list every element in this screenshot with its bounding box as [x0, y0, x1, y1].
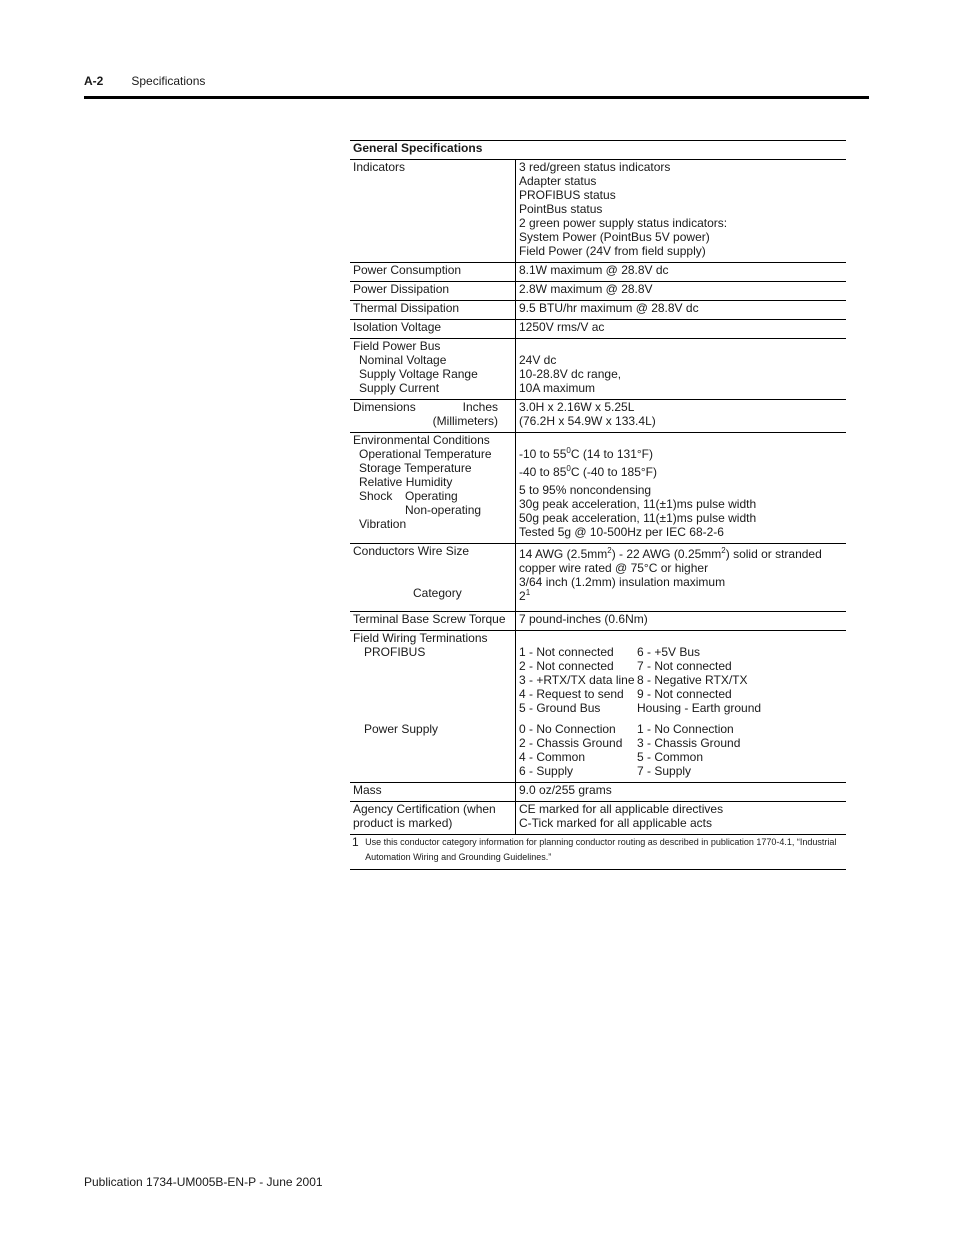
- row-indicators: [350, 160, 846, 263]
- row-thermal-dissipation: [350, 301, 846, 320]
- row-torque: [350, 612, 846, 631]
- env-shock-operating-value: 30g peak acceleration, 11(±1)ms pulse width: [519, 497, 757, 511]
- env-humidity-value: 5 to 95% noncondensing: [519, 483, 652, 497]
- dimensions-line: (76.2H x 54.9W x 133.4L): [519, 414, 656, 428]
- torque-label: Terminal Base Screw Torque: [350, 612, 516, 630]
- conductors-label: [350, 544, 516, 611]
- footnote-number: 1: [352, 835, 359, 849]
- conductors-category-value: $2^1$: [519, 588, 531, 603]
- profibus-pin-row: 4 - Request to send 9 - Not connected: [519, 687, 732, 701]
- environmental-value: [516, 433, 846, 543]
- dimensions-title: Dimensions: [353, 400, 416, 414]
- field-power-bus-sublabel: Supply Voltage Range: [359, 367, 478, 381]
- isolation-voltage-value: 1250V rms/V ac: [519, 320, 605, 334]
- power-pin-row: 4 - Common 5 - Common: [519, 750, 704, 764]
- thermal-dissipation-value: 9.5 BTU/hr maximum @ 28.8V dc: [519, 301, 699, 315]
- row-agency: [350, 802, 846, 835]
- field-power-bus-value: [516, 339, 846, 399]
- table-title: General Specifications: [350, 140, 846, 160]
- profibus-pin-row: 2 - Not connected 7 - Not connected: [519, 659, 732, 673]
- power-pin-row: 0 - No Connection 1 - No Connection: [519, 722, 734, 736]
- profibus-pin-row: 3 - +RTX/TX data line 8 - Negative RTX/TX: [519, 673, 748, 687]
- power-consumption-value: 8.1W maximum @ 28.8V dc: [519, 263, 669, 277]
- env-operational-value: -10 to $55^0C$ (14 to 131°F): [519, 446, 653, 461]
- field-power-bus-sublabel: Supply Current: [359, 381, 440, 395]
- row-dimensions: [350, 400, 846, 433]
- indicators-line: Adapter status: [519, 174, 597, 188]
- page-footer: Publication 1734-UM005B-EN-P - June 2001: [84, 1175, 323, 1189]
- dimensions-value: [516, 400, 846, 432]
- row-power-consumption: [350, 263, 846, 282]
- indicators-line: Field Power (24V from field supply): [519, 244, 706, 258]
- dimensions-line: 3.0H x 2.16W x 5.25L: [519, 400, 635, 414]
- row-field-power-bus: [350, 339, 846, 400]
- field-power-bus-line: 10A maximum: [519, 381, 596, 395]
- indicators-label: Indicators: [350, 160, 516, 262]
- power-supply-label: Power Supply: [364, 722, 439, 736]
- field-power-bus-line: 10-28.8V dc range,: [519, 367, 622, 381]
- row-conductors: [350, 544, 846, 612]
- power-dissipation-value: 2.8W maximum @ 28.8V: [519, 282, 653, 296]
- isolation-voltage-label: Isolation Voltage: [350, 320, 516, 338]
- thermal-dissipation-label: Thermal Dissipation: [350, 301, 516, 319]
- field-power-bus-title: Field Power Bus: [353, 339, 441, 353]
- environmental-label: [350, 433, 516, 543]
- env-vibration-label: Vibration: [359, 517, 407, 531]
- indicators-value: [516, 160, 846, 262]
- power-pin-row: 6 - Supply 7 - Supply: [519, 764, 692, 778]
- field-wiring-title: Field Wiring Terminations: [353, 631, 488, 645]
- env-storage-value: -40 to $85^0C$ (-40 to 185°F): [519, 464, 657, 479]
- agency-label: Agency Certification (when product is marked): [350, 802, 516, 834]
- env-shock-nonoperating-value: 50g peak acceleration, 11(±1)ms pulse width: [519, 511, 757, 525]
- env-shock-nonoperating-label: Non-operating: [405, 503, 482, 517]
- row-isolation-voltage: [350, 320, 846, 339]
- row-mass: [350, 783, 846, 802]
- footnote-text: Use this conductor category information for planning conductor routing as described in publication 1770-4.1, “Industrial Automation Wiring and Grounding Guidelines.”: [365, 837, 837, 862]
- indicators-line: 3 red/green status indicators: [519, 160, 671, 174]
- profibus-label: PROFIBUS: [364, 645, 426, 659]
- indicators-line: 2 green power supply status indicators:: [519, 216, 728, 230]
- agency-value: [516, 802, 846, 834]
- env-storage-label: Storage Temperature: [359, 461, 472, 475]
- torque-value: 7 pound-inches (0.6Nm): [519, 612, 648, 626]
- indicators-line: PointBus status: [519, 202, 603, 216]
- indicators-line: System Power (PointBus 5V power): [519, 230, 710, 244]
- agency-line: C-Tick marked for all applicable acts: [519, 816, 712, 830]
- general-specifications-table: [350, 140, 846, 870]
- conductors-insulation: 3/64 inch (1.2mm) insulation maximum: [519, 575, 726, 589]
- power-consumption-label: Power Consumption: [350, 263, 516, 281]
- mass-label: Mass: [350, 783, 516, 801]
- header-rule: [84, 96, 869, 99]
- field-power-bus-label: [350, 339, 516, 399]
- conductors-category-label: Category: [413, 586, 462, 600]
- row-environmental: [350, 433, 846, 544]
- mass-value: 9.0 oz/255 grams: [519, 783, 612, 797]
- env-operational-label: Operational Temperature: [359, 447, 492, 461]
- env-shock-label: Shock: [359, 489, 393, 503]
- profibus-pin-row: 5 - Ground Bus Housing - Earth ground: [519, 701, 762, 715]
- indicators-line: PROFIBUS status: [519, 188, 616, 202]
- dimensions-label: [350, 400, 516, 432]
- dimensions-unit-inches: Inches: [462, 400, 498, 414]
- page-number: A-2: [84, 74, 104, 88]
- dimensions-unit-mm: (Millimeters): [432, 414, 498, 428]
- row-power-dissipation: [350, 282, 846, 301]
- table-footnote: [350, 835, 846, 870]
- env-vibration-value: Tested 5g @ 10-500Hz per IEC 68-2-6: [519, 525, 724, 539]
- footnote-ref: 1: [525, 588, 531, 597]
- row-field-wiring: [350, 631, 846, 783]
- profibus-pin-row: 1 - Not connected 6 - +5V Bus: [519, 645, 701, 659]
- conductors-wire-size: 14 AWG $(2.5mm^2) - 22$ AWG $(0.25mm^2)$ solid or stranded copper wire rated @ 75°C or higher: [519, 546, 822, 575]
- conductors-value: [516, 544, 846, 611]
- power-pin-row: 2 - Chassis Ground 3 - Chassis Ground: [519, 736, 741, 750]
- page-header: [84, 74, 205, 88]
- field-power-bus-sublabel: Nominal Voltage: [359, 353, 447, 367]
- env-shock-operating-label: Operating: [405, 489, 458, 503]
- field-power-bus-line: 24V dc: [519, 353, 557, 367]
- agency-line: CE marked for all applicable directives: [519, 802, 724, 816]
- power-dissipation-label: Power Dissipation: [350, 282, 516, 300]
- conductors-title: Conductors Wire Size: [353, 544, 470, 558]
- field-wiring-label: [350, 631, 516, 782]
- environmental-title: Environmental Conditions: [353, 433, 490, 447]
- section-title: Specifications: [131, 74, 206, 88]
- env-humidity-label: Relative Humidity: [359, 475, 453, 489]
- field-wiring-value: [516, 631, 846, 782]
